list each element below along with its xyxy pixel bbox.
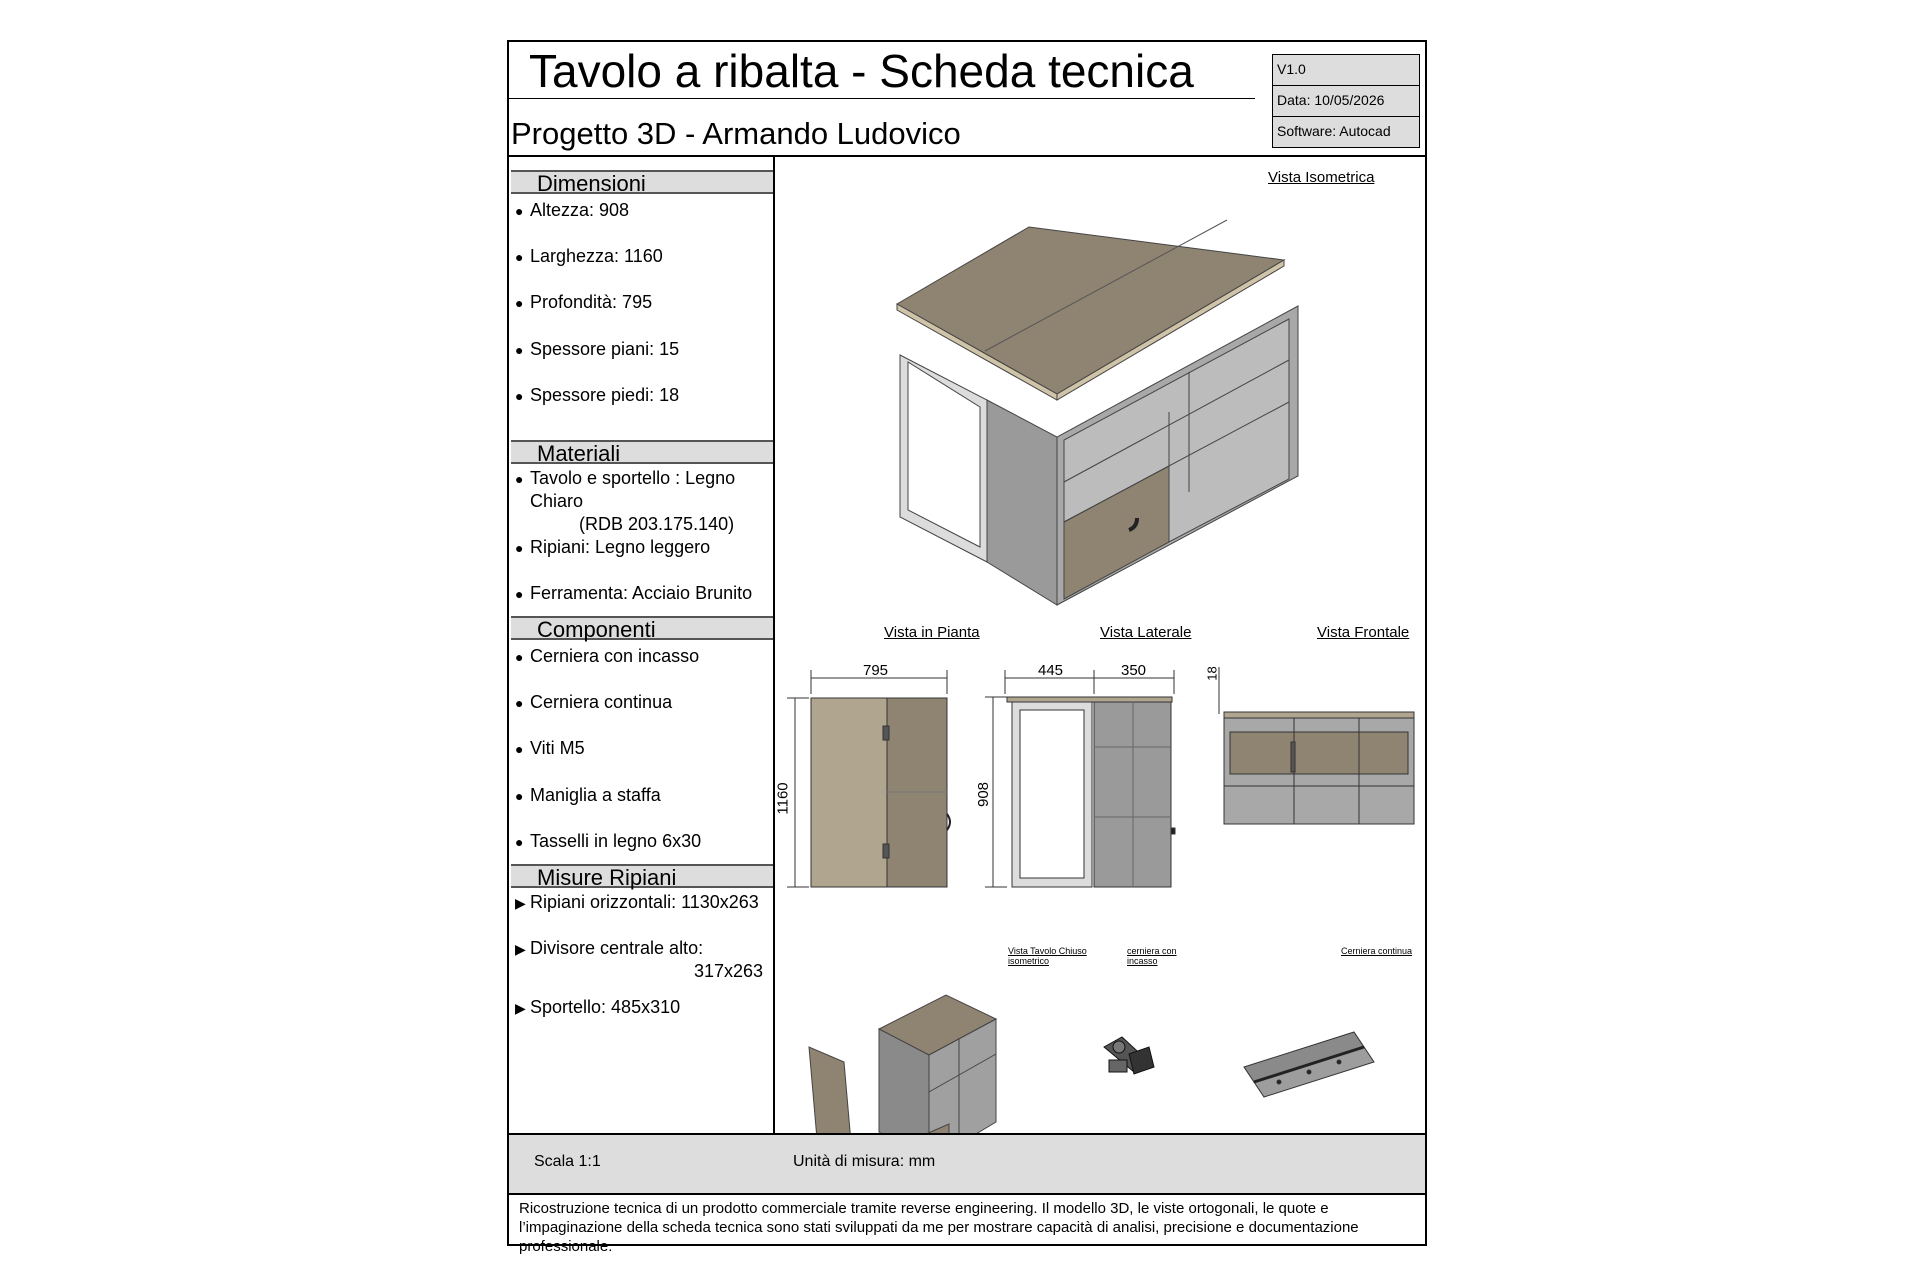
software-label: Software: Autocad: [1277, 123, 1391, 139]
side-height-dim: 908: [975, 781, 993, 808]
dim-item-label: Altezza: 908: [530, 200, 630, 220]
dim-item-label: Larghezza: 1160: [530, 246, 663, 266]
sheet-subtitle: Progetto 3D - Armando Ludovico: [511, 116, 961, 151]
caption-vista-frontale: Vista Frontale: [1317, 624, 1410, 641]
technical-sheet: [507, 40, 1427, 1255]
caption-line: incasso: [1127, 956, 1158, 966]
mat-item-tavolo-line2: Chiaro: [530, 491, 584, 511]
section-dimensioni-heading: Dimensioni: [511, 170, 773, 194]
dim-item-spessore-piani: ● Spessore piani: 15: [515, 339, 680, 359]
piano-hinge-drawing: [509, 42, 1429, 1248]
section-componenti-heading: Componenti: [511, 616, 773, 640]
comp-item-viti: ● Viti M5: [515, 738, 585, 758]
dim-item-profondita: ● Profondità: 795: [515, 292, 653, 312]
dim-item-label: Spessore piedi: 18: [530, 385, 680, 405]
dim-item-altezza: ● Altezza: 908: [515, 200, 630, 220]
misure-item-divisore: ▶ Divisore centrale alto:: [515, 938, 704, 958]
front-thickness-dim: 18: [1204, 666, 1220, 681]
caption-vista-laterale: Vista Laterale: [1100, 624, 1192, 641]
footer-band: [509, 1133, 1425, 1195]
side-left-dim: 445: [1038, 662, 1064, 679]
plan-height-dim: 1160: [774, 782, 792, 815]
misure-item-label: Sportello: 485x310: [530, 997, 681, 1017]
sheet-title: Tavolo a ribalta - Scheda tecnica: [529, 45, 1194, 97]
mat-item-tavolo: ● Tavolo e sportello : Legno: [515, 468, 736, 488]
comp-item-label: Maniglia a staffa: [530, 785, 661, 805]
misure-item-ripiani: ▶ Ripiani orizzontali: 1130x263: [515, 892, 759, 912]
comp-item-cerniera-continua: ● Cerniera continua: [515, 692, 673, 712]
mat-item-label: Ferramenta: Acciaio Brunito: [530, 583, 753, 603]
caption-line: isometrico: [1008, 956, 1050, 966]
dim-item-label: Spessore piani: 15: [530, 339, 680, 359]
date-label: Data: 10/05/2026: [1273, 86, 1419, 117]
mat-item-tavolo-rdb: (RDB 203.175.140): [579, 514, 735, 534]
mat-item-label: Tavolo e sportello : Legno: [530, 468, 736, 488]
caption-cerniera-continua: Cerniera continua: [1341, 946, 1413, 956]
plan-width-dim: 795: [863, 662, 889, 679]
section-misure-heading: Misure Ripiani: [511, 864, 773, 888]
comp-item-tasselli: ● Tasselli in legno 6x30: [515, 831, 702, 851]
mat-item-label: Ripiani: Legno leggero: [530, 537, 711, 557]
comp-item-label: Viti M5: [530, 738, 585, 758]
comp-item-maniglia: ● Maniglia a staffa: [515, 785, 661, 805]
misure-item-sportello: ▶ Sportello: 485x310: [515, 997, 681, 1017]
caption-line: Vista Tavolo Chiuso: [1008, 946, 1087, 956]
mat-item-ripiani: ● Ripiani: Legno leggero: [515, 537, 711, 557]
misure-item-label: Ripiani orizzontali: 1130x263: [530, 892, 759, 912]
comp-item-label: Tasselli in legno 6x30: [530, 831, 702, 851]
mat-item-ferramenta: ● Ferramenta: Acciaio Brunito: [515, 583, 753, 603]
comp-item-label: Cerniera con incasso: [530, 646, 700, 666]
dim-item-label: Profondità: 795: [530, 292, 653, 312]
side-right-dim: 350: [1121, 662, 1147, 679]
caption-vista-pianta: Vista in Pianta: [884, 624, 980, 641]
misure-item-divisore-size: 317x263: [694, 961, 764, 981]
section-materiali-heading: Materiali: [511, 440, 773, 464]
dim-item-larghezza: ● Larghezza: 1160: [515, 246, 663, 266]
version-label: V1.0: [1273, 55, 1419, 86]
dim-item-spessore-piedi: ● Spessore piedi: 18: [515, 385, 680, 405]
caption-vista-isometrica: Vista Isometrica: [1268, 169, 1375, 186]
footer-note: Ricostruzione tecnica di un prodotto commerciale tramite reverse engineering. Il modello 3D, le viste ortogonali, le quote e l’impaginazione della scheda tecnica sono stati sviluppati da me per mostrare capacità di analisi, precisione e documentazione professionale.: [519, 1200, 1359, 1255]
scale-label: Scala 1:1: [534, 1153, 601, 1170]
caption-line: cerniera con: [1127, 946, 1177, 956]
units-label: Unità di misura: mm: [793, 1153, 936, 1170]
comp-item-label: Cerniera continua: [530, 692, 673, 712]
misure-item-label: Divisore centrale alto:: [530, 938, 704, 958]
comp-item-cerniera-incasso: ● Cerniera con incasso: [515, 646, 700, 666]
